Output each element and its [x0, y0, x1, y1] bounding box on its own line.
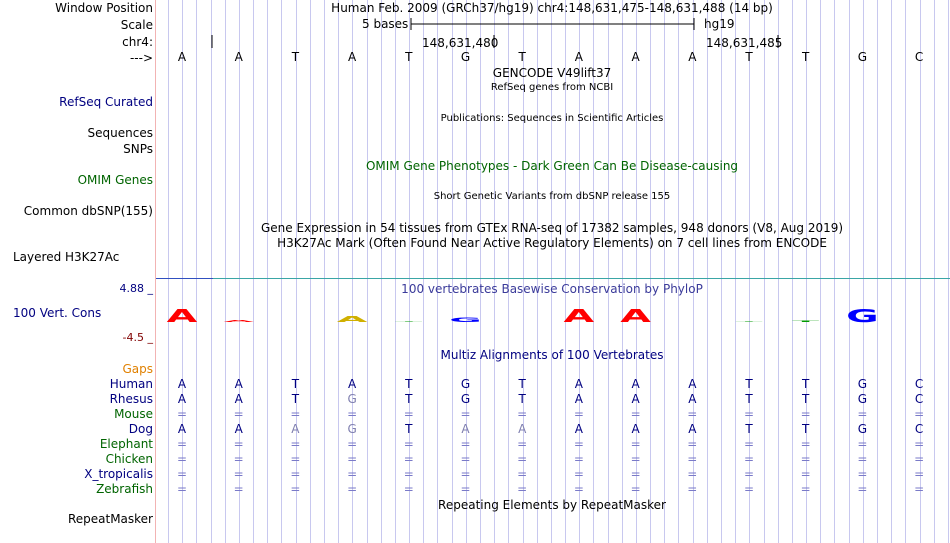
alignment-base: = [460, 407, 471, 421]
alignment-base: T [405, 392, 413, 406]
gridline [253, 0, 254, 543]
alignment-base: A [291, 422, 300, 436]
gridline [168, 0, 169, 543]
logo-letter: G [449, 316, 482, 324]
species-label-rhesus: Rhesus [109, 392, 153, 406]
omim-track-label[interactable]: OMIM Genes [77, 173, 153, 187]
alignment-base: = [857, 407, 868, 421]
alignment-base: = [573, 437, 584, 451]
reference-base: A [347, 50, 357, 64]
logo-letter: A [223, 319, 255, 323]
alignment-base: = [403, 407, 414, 421]
phylop-ymax-label: 4.88 _ [119, 282, 153, 295]
species-label-mouse: Mouse [114, 407, 153, 421]
alignment-base: T [518, 377, 526, 391]
alignment-base: = [347, 407, 358, 421]
position-tick-label: 148,631,485 [706, 36, 783, 50]
alignment-base: A [688, 422, 697, 436]
alignment-base: = [517, 452, 528, 466]
gaps-label: Gaps [122, 362, 153, 376]
alignment-base: = [914, 437, 925, 451]
alignment-base: = [857, 482, 868, 496]
alignment-base: = [233, 407, 244, 421]
alignment-base: = [176, 452, 188, 466]
alignment-base: = [573, 467, 584, 481]
refseq-track-label[interactable]: RefSeq Curated [59, 95, 153, 109]
alignment-base: A [177, 392, 187, 406]
alignment-base: A [631, 422, 640, 436]
refseq-track-title[interactable]: RefSeq genes from NCBI [490, 82, 614, 93]
reference-base: T [291, 50, 300, 64]
dbsnp-track-title[interactable]: Short Genetic Variants from dbSNP release 155 [433, 191, 671, 202]
alignment-base: A [574, 392, 583, 406]
alignment-base: = [800, 437, 811, 451]
gridline [367, 0, 368, 543]
alignment-base: = [687, 437, 698, 451]
species-label-zebrafish: Zebrafish [96, 482, 153, 496]
multiz-track-title[interactable]: Multiz Alignments of 100 Vertebrates [440, 348, 664, 362]
alignment-base: = [460, 482, 471, 496]
alignment-base: = [630, 467, 641, 481]
alignment-base: T [405, 377, 413, 391]
alignment-base: = [914, 452, 925, 466]
reference-base: T [802, 50, 810, 64]
alignment-base: = [687, 467, 698, 481]
gridline [849, 0, 850, 543]
snps-track-label[interactable]: SNPs [123, 142, 153, 156]
alignment-base: A [688, 377, 697, 391]
repeatmasker-track-title[interactable]: Repeating Elements by RepeatMasker [438, 498, 666, 512]
gridline [381, 0, 382, 543]
gridline [196, 0, 197, 543]
strand-label: ---> [129, 51, 153, 65]
scale-label: Scale [120, 18, 153, 32]
gridline [480, 0, 481, 543]
alignment-base: A [177, 377, 187, 391]
alignment-base: T [802, 422, 810, 436]
species-label-elephant: Elephant [99, 437, 153, 451]
species-label-x-tropicalis: X_tropicalis [84, 467, 153, 481]
alignment-base: T [405, 422, 413, 436]
dbsnp-track-label[interactable]: Common dbSNP(155) [23, 204, 153, 218]
reference-base: A [631, 50, 640, 64]
alignment-base: C [914, 392, 924, 406]
gridline [877, 0, 878, 543]
gridline [310, 0, 311, 543]
alignment-base: T [802, 392, 810, 406]
gridline [423, 0, 424, 543]
reference-base: G [857, 50, 868, 64]
window-position-label: Window Position [55, 1, 153, 15]
track-area[interactable] [156, 0, 950, 543]
reference-base: A [177, 50, 187, 64]
alignment-base: T [291, 377, 300, 391]
alignment-base: = [233, 452, 244, 466]
reference-base: T [518, 50, 526, 64]
h3k27ac-track-title[interactable]: H3K27Ac Mark (Often Found Near Active Regulatory Elements) on 7 cell lines from ENCODE [277, 236, 827, 250]
publications-track-title[interactable]: Publications: Sequences in Scientific Articles [440, 113, 664, 124]
alignment-base: A [688, 392, 697, 406]
alignment-base: = [176, 467, 188, 481]
position-tick-label: 148,631,480 [422, 36, 499, 50]
logo-letter: T [792, 320, 820, 323]
alignment-base: A [177, 422, 187, 436]
phylop-ymin-label: -4.5 _ [122, 331, 153, 344]
alignment-base: = [347, 467, 358, 481]
alignment-base: = [857, 467, 868, 481]
alignment-base: = [290, 482, 301, 496]
gridline [225, 0, 226, 543]
conservation-logo [156, 298, 950, 338]
alignment-base: = [687, 407, 698, 421]
alignment-base: = [403, 437, 414, 451]
alignment-base: = [630, 452, 641, 466]
chrom-label: chr4: [122, 35, 153, 49]
alignment-base: = [517, 437, 528, 451]
alignment-base: A [461, 422, 470, 436]
alignment-base: = [176, 482, 188, 496]
alignment-base: = [743, 482, 755, 496]
alignment-base: A [518, 422, 527, 436]
alignment-base: = [460, 437, 471, 451]
alignment-base: = [800, 407, 811, 421]
repeatmasker-track-label[interactable]: RepeatMasker [67, 512, 153, 526]
alignment-base: = [290, 452, 301, 466]
h3k27ac-track-label[interactable]: Layered H3K27Ac [13, 250, 120, 264]
alignment-base: G [857, 392, 868, 406]
gridline [905, 0, 906, 543]
gridline [735, 0, 736, 543]
scale-bases-text: 5 bases [362, 17, 409, 31]
alignment-base: A [234, 377, 243, 391]
alignment-base: C [914, 377, 924, 391]
alignment-base: = [687, 482, 698, 496]
gridline [281, 0, 282, 543]
gridline [834, 0, 835, 543]
logo-letter: G [846, 305, 879, 327]
alignment-base: = [743, 407, 755, 421]
gridline [934, 0, 935, 543]
reference-base: A [574, 50, 583, 64]
species-label-chicken: Chicken [105, 452, 153, 466]
gencode-track-title[interactable]: GENCODE V49lift37 [492, 66, 612, 80]
alignment-base: T [745, 392, 753, 406]
alignment-base: A [574, 422, 583, 436]
alignment-base: T [745, 422, 753, 436]
alignment-base: = [743, 452, 755, 466]
alignment-base: G [460, 392, 471, 406]
alignment-base: = [630, 407, 641, 421]
alignment-base: T [802, 377, 810, 391]
base-sequence-row [156, 50, 950, 64]
alignment-base: G [460, 377, 471, 391]
alignment-base: = [800, 482, 811, 496]
alignment-base: = [573, 452, 584, 466]
h3k27ac-signal-baseline [156, 278, 950, 279]
gridline [437, 0, 438, 543]
alignment-base: T [291, 392, 300, 406]
alignment-base: A [234, 422, 243, 436]
gtex-track-title[interactable]: Gene Expression in 54 tissues from GTEx RNA-seq of 17382 samples, 948 donors (V8, Aug 2019) [260, 221, 844, 235]
alignment-base: = [460, 452, 471, 466]
db-name-text: hg19 [704, 17, 735, 31]
alignment-base: = [176, 437, 188, 451]
gridline [622, 0, 623, 543]
alignment-base: G [857, 377, 868, 391]
reference-base: G [460, 50, 471, 64]
alignment-base: = [914, 482, 925, 496]
gridline [324, 0, 325, 543]
alignment-base: = [743, 467, 755, 481]
alignment-base: G [347, 422, 357, 436]
species-label-dog: Dog [128, 422, 153, 436]
gridline [338, 0, 339, 543]
h3k27ac-signal-segment [156, 278, 213, 279]
reference-base: C [914, 50, 924, 64]
alignment-base: = [347, 437, 358, 451]
logo-letter: A [166, 305, 198, 327]
alignment-base: = [176, 407, 188, 421]
gridline [650, 0, 651, 543]
alignment-base: = [403, 467, 414, 481]
omim-track-title[interactable]: OMIM Gene Phenotypes - Dark Green Can Be Disease-causing [365, 159, 739, 173]
alignment-base: = [403, 482, 414, 496]
gridline [707, 0, 708, 543]
sequences-track-label[interactable]: Sequences [87, 126, 153, 140]
alignment-base: = [517, 407, 528, 421]
gridline [267, 0, 268, 543]
alignment-base: = [517, 467, 528, 481]
gridline [820, 0, 821, 543]
reference-base: T [745, 50, 753, 64]
alignment-base: C [914, 422, 924, 436]
alignment-base: A [574, 377, 583, 391]
alignment-base: T [518, 392, 526, 406]
alignment-base: = [743, 437, 755, 451]
phylop-track-title[interactable]: 100 vertebrates Basewise Conservation by PhyloP [401, 282, 703, 296]
logo-letter: A [336, 314, 368, 324]
logo-letter: T [395, 321, 423, 323]
gridline [721, 0, 722, 543]
alignment-base: A [234, 392, 243, 406]
track-label-column [0, 0, 155, 543]
reference-base: A [688, 50, 697, 64]
alignment-base: = [800, 452, 811, 466]
alignment-base: = [914, 407, 925, 421]
gridline [891, 0, 892, 543]
gridline [792, 0, 793, 543]
alignment-base: = [630, 482, 641, 496]
alignment-base: = [403, 452, 414, 466]
gridline [948, 0, 949, 543]
alignment-base: = [687, 452, 698, 466]
alignment-base: = [347, 482, 358, 496]
gridline [211, 0, 212, 543]
alignment-base: = [800, 467, 811, 481]
assembly-position-text: Human Feb. 2009 (GRCh37/hg19) chr4:148,631,475-148,631,488 (14 bp) [331, 1, 773, 15]
alignment-base: T [745, 377, 753, 391]
alignment-base: = [347, 452, 358, 466]
alignment-base: = [573, 407, 584, 421]
alignment-base: = [233, 437, 244, 451]
logo-letter: T [735, 321, 763, 323]
gridline [678, 0, 679, 543]
alignment-base: = [914, 467, 925, 481]
alignment-base: = [290, 467, 301, 481]
alignment-base: = [857, 452, 868, 466]
alignment-base: = [233, 482, 244, 496]
reference-base: A [234, 50, 243, 64]
logo-letter: A [563, 305, 595, 327]
gridline [778, 0, 779, 543]
reference-base: T [405, 50, 413, 64]
gridline [664, 0, 665, 543]
alignment-base: = [290, 407, 301, 421]
gridline [395, 0, 396, 543]
gridline [452, 0, 453, 543]
alignment-base: A [347, 377, 357, 391]
phylop-track-label[interactable]: 100 Vert. Cons [13, 306, 102, 320]
alignment-base: G [857, 422, 868, 436]
logo-letter: A [620, 305, 651, 327]
alignment-base: G [347, 392, 357, 406]
alignment-base: = [630, 437, 641, 451]
alignment-base: = [290, 437, 301, 451]
alignment-base: = [233, 467, 244, 481]
gridline [764, 0, 765, 543]
alignment-base: = [517, 482, 528, 496]
alignment-base: = [857, 437, 868, 451]
alignment-base: A [631, 392, 640, 406]
alignment-base: = [460, 467, 471, 481]
alignment-base: = [573, 482, 584, 496]
species-label-human: Human [109, 377, 153, 391]
alignment-base: A [631, 377, 640, 391]
